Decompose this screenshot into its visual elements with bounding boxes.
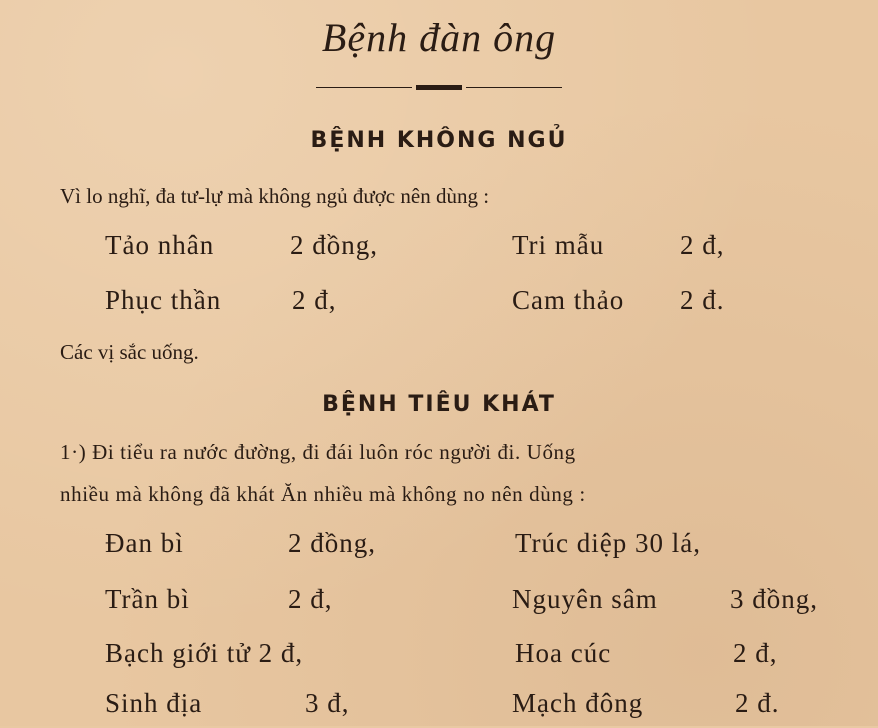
prescription-row [0,688,878,728]
section-heading-diabetes: BỆNH TIÊU KHÁT [322,392,556,417]
ornament-line-left [316,87,412,88]
herb-name: Đan bì [105,528,184,558]
prescription-row [0,528,878,568]
herb-name: Tảo nhân [105,230,215,260]
prescription-row [0,584,878,624]
herb-dose: 2 đồng, [290,230,378,260]
herb-name: Nguyên sâm [512,584,658,614]
section2-intro-line1: 1·) Đi tiểu ra nước đường, đi đái luôn róc người đi. Uống [60,440,576,464]
herb-name: Trần bì [105,584,190,614]
herb-name: Sinh địa [105,688,203,718]
section-heading-insomnia: BỆNH KHÔNG NGỦ [310,128,568,153]
prescription-row [0,638,878,678]
herb-dose: 2 đ, [733,638,778,668]
herb-dose: 2 đ, [292,285,337,315]
herb-name: Mạch đông [512,688,644,718]
page-title: Bệnh đàn ông [321,15,557,60]
herb-name: Tri mẫu [512,230,605,260]
prescription-row [0,230,878,270]
ornament-center-bar [416,85,462,90]
herb-dose: 3 đ, [305,688,350,718]
herb-dose: 2 đ, [288,584,333,614]
herb-dose: 2 đ. [680,285,725,315]
herb-name: Bạch giới tử 2 đ, [105,638,304,668]
herb-dose: 3 đồng, [730,584,818,614]
prescription-row [0,285,878,325]
herb-dose: 2 đ. [735,688,780,718]
herb-name: Phục thần [105,285,222,315]
herb-dose: 2 đ, [680,230,725,260]
section1-intro: Vì lo nghĩ, đa tư-lự mà không ngủ được nên dùng : [60,184,490,208]
section1-note: Các vị sắc uống. [60,340,199,364]
section2-intro-line2: nhiều mà không đã khát Ăn nhiều mà không no nên dùng : [60,482,586,506]
ornament-line-right [466,87,562,88]
title-ornament [316,85,562,91]
herb-name: Cam thảo [512,285,625,315]
herb-name: Hoa cúc [515,638,612,668]
herb-name: Trúc diệp 30 lá, [515,528,701,558]
herb-dose: 2 đồng, [288,528,376,558]
